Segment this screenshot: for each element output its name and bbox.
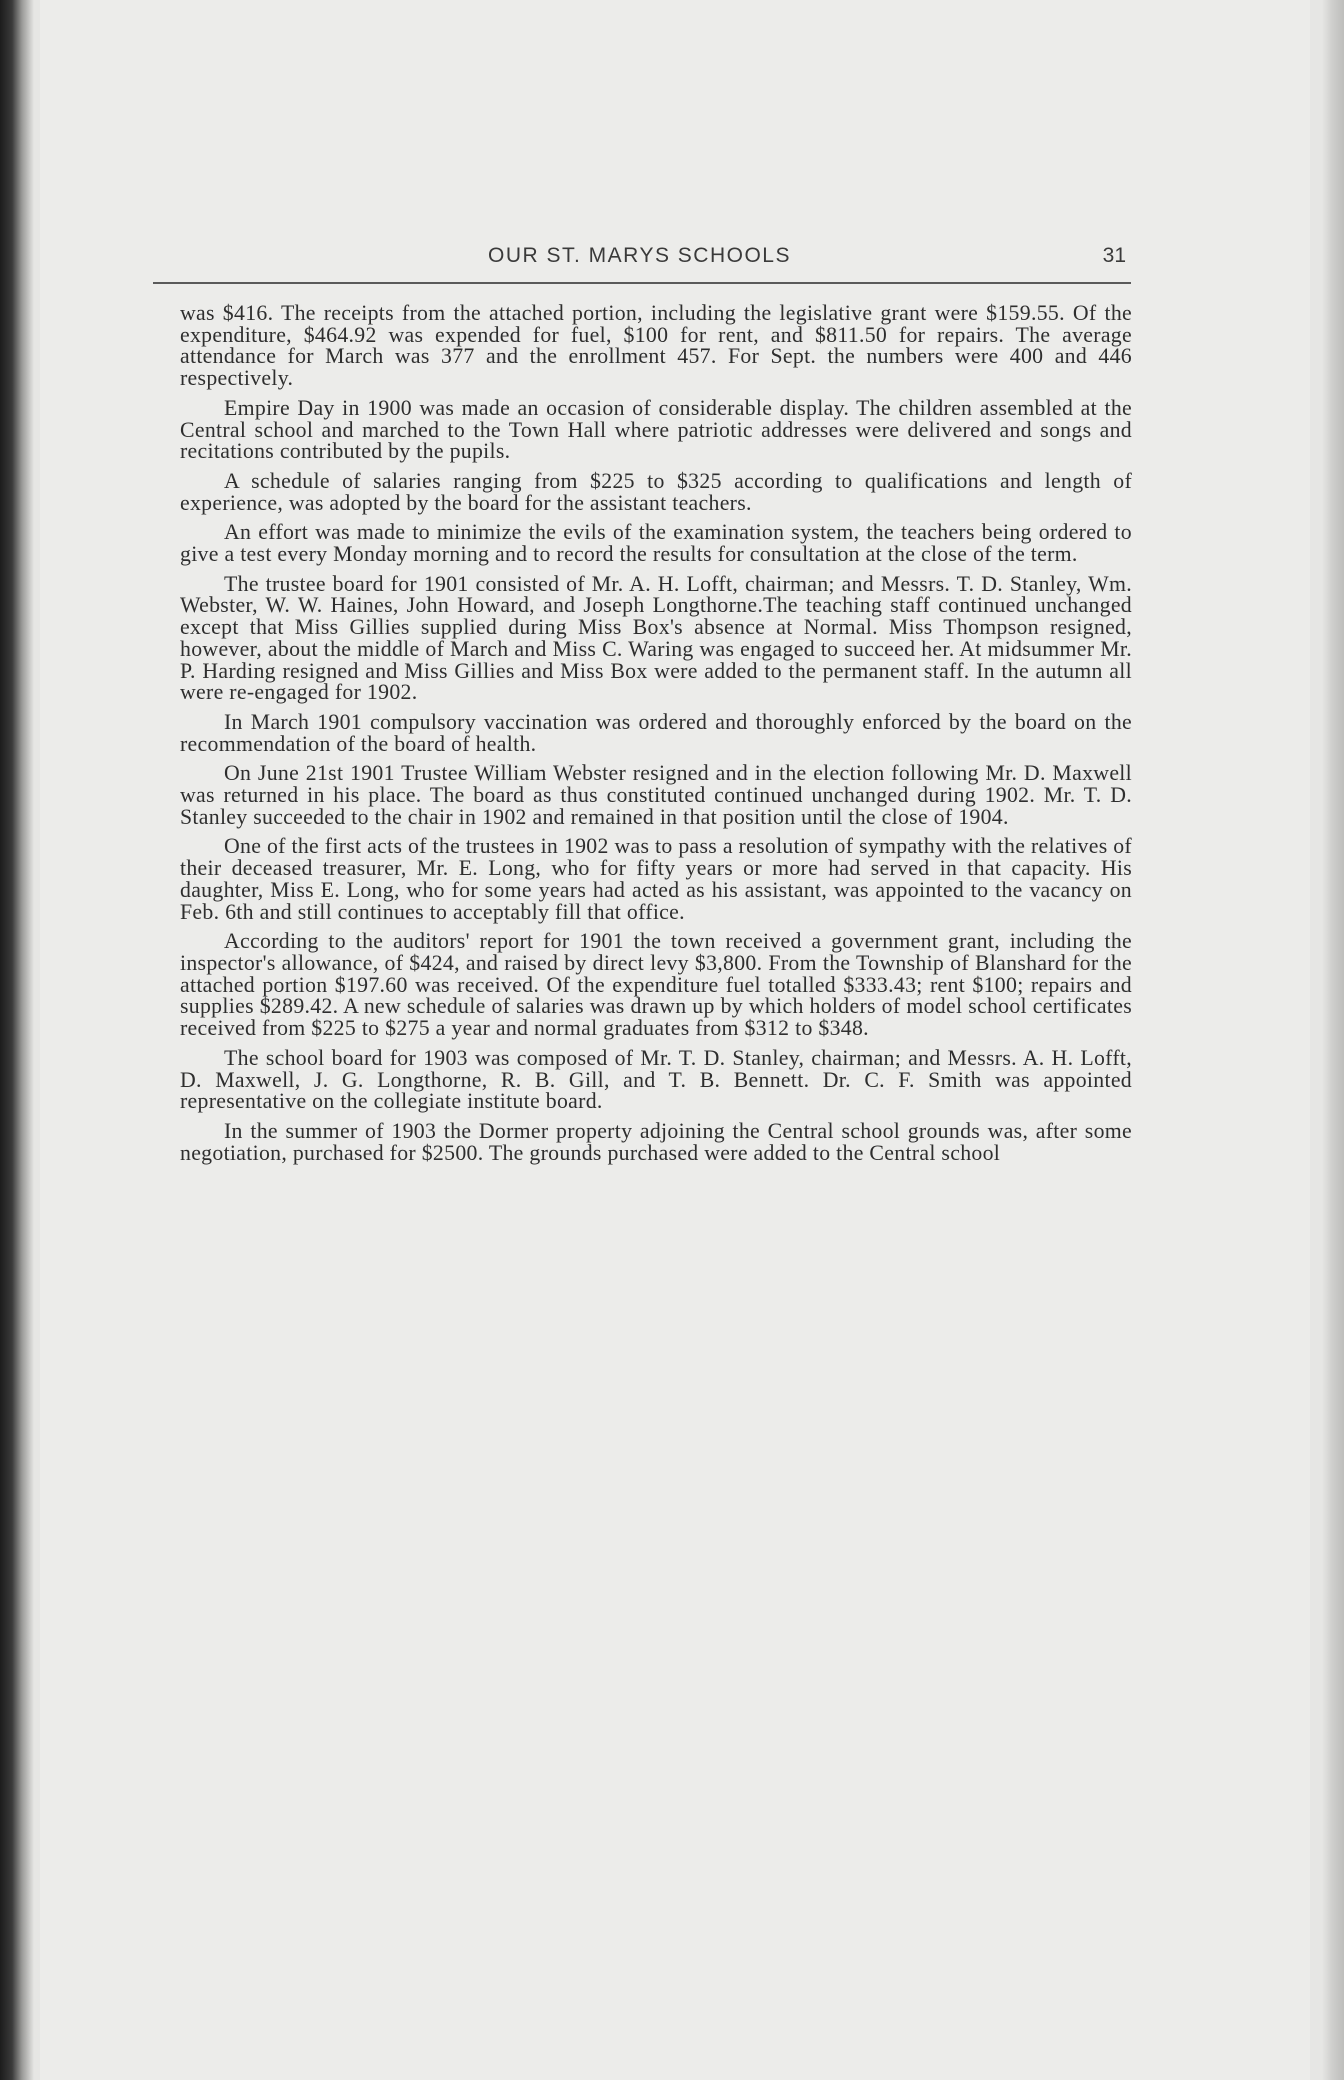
paragraph: According to the auditors' report for 1901 the town received a government grant, including the inspector's allowance, of $424, and raised by direct levy $3,800. From the Township of Blanshard for the attached portion $197.60 was received. Of the expenditure fuel totalled $333.43; rent $100; repairs and supplies $289.42. A new schedule of salaries was drawn up by which holders of model school certificates received from $225 to $275 a year and normal graduates from $312 to $348. [180,929,1132,1041]
running-title: OUR ST. MARYS SCHOOLS [487,244,791,267]
page-header [153,244,1126,284]
header-rule [153,282,1131,284]
binding-shadow [0,0,34,2080]
paragraph: was $416. The receipts from the attached portion, including the legislative grant were $159.55. Of the expenditure, $464.92 was expended for fuel, $100 for rent, and $811.50 for repairs. The average attendance for March was 377 and the enrollment 457. For Sept. the numbers were 400 and 446 respectively. [180,301,1132,391]
page-number: 31 [1102,244,1126,267]
paragraph: An effort was made to minimize the evils of the examination system, the teachers being ordered to give a test every Monday morning and to record the results for consultation at the close of the term. [180,520,1132,567]
paragraph: The school board for 1903 was composed of Mr. T. D. Stanley, chairman; and Messrs. A. H. Lofft, D. Maxwell, J. G. Longthorne, R. B. Gill, and T. B. Bennett. Dr. C. F. Smith was appointed representative on the collegiate institute board. [180,1045,1132,1114]
body-text [180,303,1132,1172]
page-edge [1322,0,1344,2080]
paragraph: In the summer of 1903 the Dormer property adjoining the Central school grounds was, after some negotiation, purchased for $2500. The grounds purchased were added to the Central school [180,1118,1132,1165]
paragraph: The trustee board for 1901 consisted of Mr. A. H. Lofft, chairman; and Messrs. T. D. Stanley, Wm. Webster, W. W. Haines, John Howard, and Joseph Longthorne.The teaching staff continued unchanged except that Miss Gillies supplied during Miss Box's absence at Normal. Miss Thompson resigned, however, about the middle of March and Miss C. Waring was engaged to succeed her. At midsummer Mr. P. Harding resigned and Miss Gillies and Miss Box were added to the permanent staff. In the autumn all were re-engaged for 1902. [180,571,1132,705]
paragraph: On June 21st 1901 Trustee William Webster resigned and in the election following Mr. D. Maxwell was returned in his place. The board as thus constituted continued unchanged during 1902. Mr. T. D. Stanley succeeded to the chair in 1902 and remained in that position until the close of 1904. [180,761,1132,829]
paragraph: Empire Day in 1900 was made an occasion of considerable display. The children assembled at the Central school and marched to the Town Hall where patriotic addresses were delivered and songs and recitations contributed by the pupils. [180,395,1132,464]
paragraph: A schedule of salaries ranging from $225 to $325 according to qualifications and length of experience, was adopted by the board for the assistant teachers. [180,468,1132,515]
paragraph: One of the first acts of the trustees in 1902 was to pass a resolution of sympathy with the relatives of their deceased treasurer, Mr. E. Long, who for fifty years or more had served in that capacity. His daughter, Miss E. Long, who for some years had acted as his assistant, was appointed to the vacancy on Feb. 6th and still continues to acceptably fill that office. [180,834,1132,924]
paragraph: In March 1901 compulsory vaccination was ordered and thoroughly enforced by the board on the recommendation of the board of health. [180,709,1132,756]
